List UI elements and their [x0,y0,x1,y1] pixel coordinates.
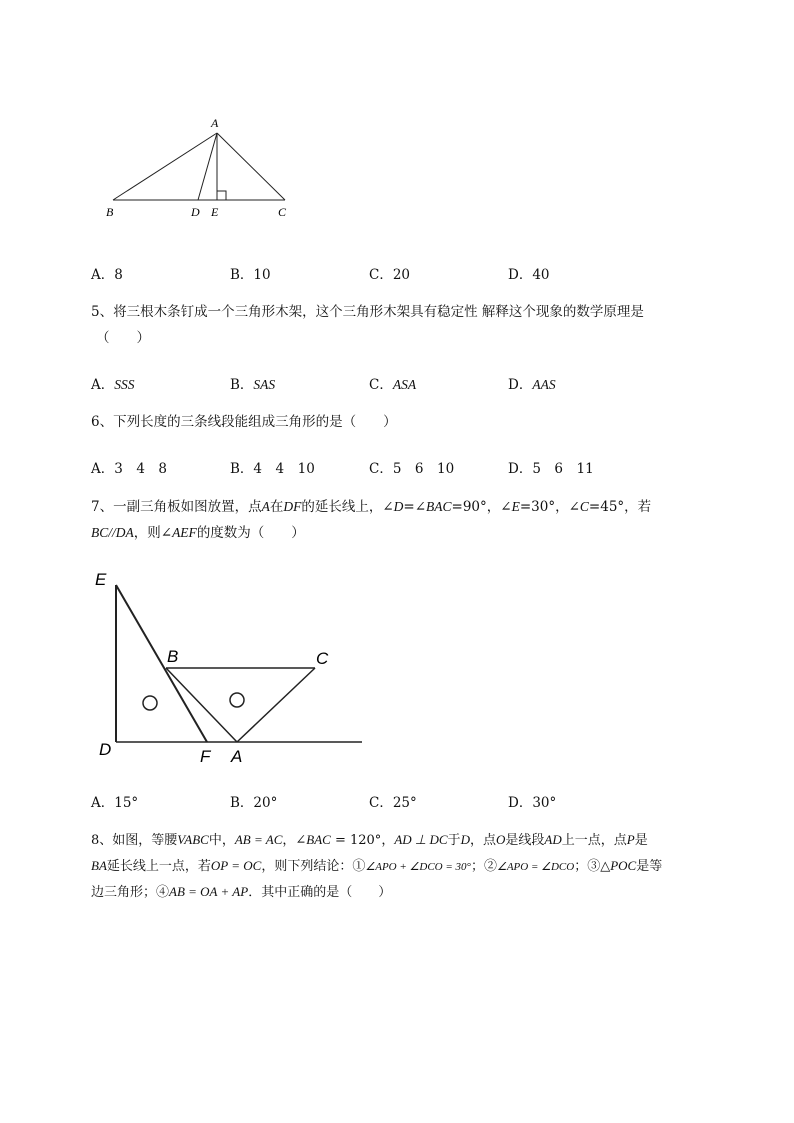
q4-option-a[interactable]: A．8 [91,267,123,283]
label-f: F [200,747,211,766]
label-d: D [191,205,200,219]
q7-option-c[interactable]: C．25° [369,795,417,811]
q8-stem-line2: BA延长线上一点，若OP = OC，则下列结论：①∠APO + ∠DCO = 30°；②∠APO = ∠DCO；③△POC是等 [91,858,663,874]
q5-option-c[interactable]: C．ASA [369,377,417,393]
hole-circle-right [230,693,244,707]
q6-option-b[interactable]: B．4 4 10 [230,461,315,477]
right-angle-mark [217,191,226,200]
figure-set-squares [90,565,370,770]
label-e: E [95,570,107,589]
label-a: A [211,116,219,130]
q6-option-c[interactable]: C．5 6 10 [369,461,455,477]
segment-ef [116,585,207,742]
label-c: C [278,205,287,219]
q4-option-b[interactable]: B．10 [230,267,271,283]
q4-option-d[interactable]: D．40 [508,267,550,283]
hole-circle-left [143,696,157,710]
q7-stem-line2: BC//DA，则∠AEF的度数为（ ） [91,525,305,541]
label-c: C [316,649,329,668]
q8-stem-line3: 边三角形；④AB = OA + AP．其中正确的是（ ） [91,884,392,900]
q5-option-b[interactable]: B．SAS [230,377,276,393]
q7-option-a[interactable]: A．15° [91,795,139,811]
q5-option-d[interactable]: D．AAS [508,377,556,393]
q6-stem: 6、下列长度的三条线段能组成三角形的是（ ） [91,414,397,430]
label-b: B [167,647,179,666]
q7-option-d[interactable]: D．30° [508,795,557,811]
label-e: E [211,205,219,219]
segment-ab [113,133,217,200]
segment-ca [237,668,315,742]
segment-ac [217,133,285,200]
q4-option-c[interactable]: C．20 [369,267,411,283]
q7-stem-line1: 7、一副三角板如图放置，点A在DF的延长线上，∠D=∠BAC=90°，∠E=30°，∠C=45°，若 [91,499,652,515]
q5-option-a[interactable]: A．SSS [91,377,135,393]
q8-stem-line1: 8、如图，等腰VABC中，AB = AC，∠BAC = 120°，AD ⊥ DC于D，点O是线段AD上一点，点P是 [91,832,648,848]
q7-option-b[interactable]: B．20° [230,795,278,811]
figure-triangle-abc [100,112,300,224]
q6-option-d[interactable]: D．5 6 11 [508,461,594,477]
q6-option-a[interactable]: A．3 4 8 [91,461,168,477]
q5-stem-line1: 5、将三根木条钉成一个三角形木架，这个三角形木架具有稳定性 解释这个现象的数学原理是 [91,304,644,320]
q5-stem-line2: （ ） [96,330,150,346]
label-b: B [106,205,114,219]
label-d: D [99,740,112,759]
label-a: A [231,747,243,766]
